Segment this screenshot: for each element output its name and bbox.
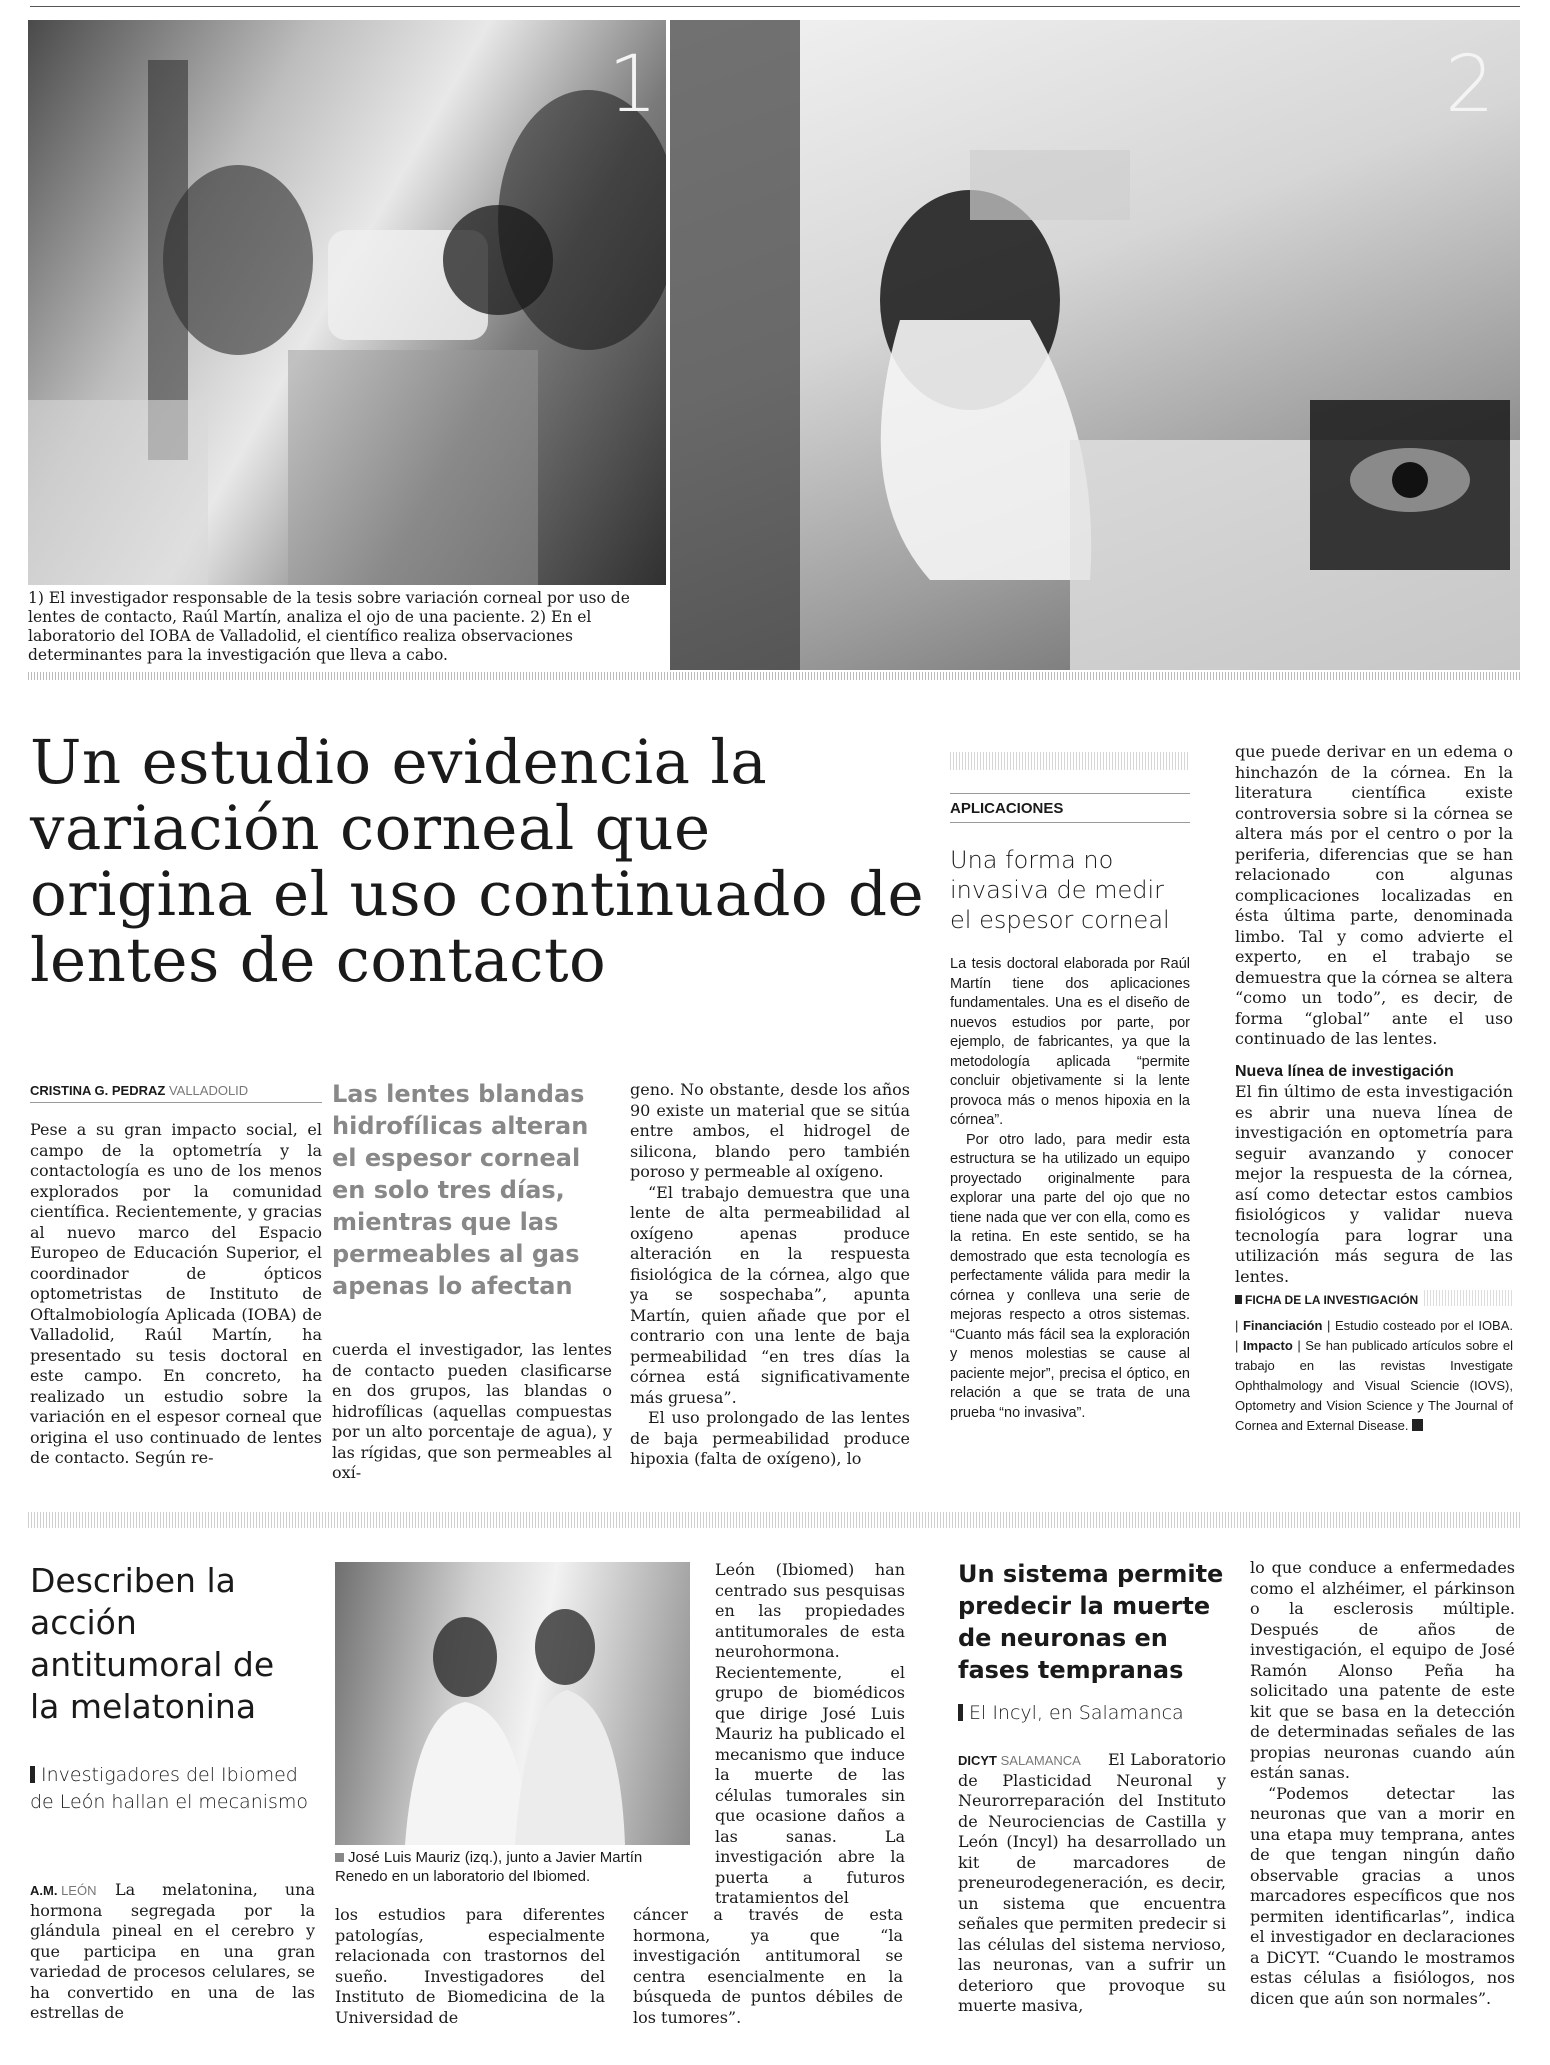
melatonina-deck: [30, 1762, 310, 1816]
slit-lamp-illustration: [28, 20, 666, 585]
deck-bar-icon: [30, 1766, 35, 1783]
col5-p2: El fin último de esta investigación es abrir una nueva línea de investigación en optometría para seguir avanzando y conocer mejor la respuesta de la córnea, así como detectar estos cambios fisiológicos y validar nueva tecnología para lograr una utilización más segura de las lentes.: [1235, 1082, 1513, 1286]
melatonina-photo-caption: [335, 1848, 690, 1886]
neuronas-col2-p1: lo que conduce a enfermedades como el alzhéimer, el párkinson o la esclerosis múltiple. Después de años de investigación, el equipo de José Ramón Alonso Peña ha solicitado una patente de este kit que se basa en la detección de determinadas señales de las propias neuronas cuando aún están sanas.: [1250, 1558, 1515, 1782]
neuronas-col2-p2: “Podemos detectar las neuronas que van a morir en una etapa muy temprana, antes de que tengan ningún daño observable gracias a unos marcadores específicos que nos permiten identificarlas”, indica el investigador en declaraciones a DiCYT. “Cuando le mostramos estas células a fisiólogos, nos dicen que aún son normales”.: [1250, 1783, 1515, 2008]
main-col3-p1: geno. No obstante, desde los años 90 existe un material que se sitúa entre ambos, el hidrogel de silicona, blando pero también poroso y permeable al oxígeno.: [630, 1080, 910, 1181]
melatonina-headline: Describen la acción antitumoral de la melatonina: [30, 1561, 275, 1726]
neuronas-city: SALAMANCA: [1000, 1753, 1081, 1768]
sidebar-p1: La tesis doctoral elaborada por Raúl Martín tiene dos aplicaciones fundamentales. Una es el diseño de nuevos estudios por parte, por ejemplo, de fabricantes, ya que la metodología aplicada “permite concluir objetivamente si la lente provoca más o menos hipoxia en la córnea”.: [950, 956, 1190, 1128]
sidebar-label: APLICACIONES: [950, 800, 1064, 817]
neuronas-author: DICYT: [958, 1753, 997, 1768]
photo-ibiomed-researchers: [335, 1562, 690, 1845]
melatonina-col3-top-text: León (Ibiomed) han centrado sus pesquisas en las propiedades antitumorales de esta neurohormona. Recientemente, el grupo de biomédicos que dirige José Luis Mauriz ha publicado el mecanismo que induce la muerte de las células tumorales sin que ocasione daños a las sanas. La investigación abre la puerta a futuros tratamientos del: [715, 1560, 905, 1907]
neuronas-col1-text: El Laboratorio de Plasticidad Neuronal y Neurorreparación del Instituto de Neurociencias de Castilla y León (Incyl) ha desarrollado un kit de marcadores de preneurodegeneración, es decir, un sistema que encuentra señales que permiten predecir si las células del sistema nervioso, las neuronas, van a sufrir un deterioro que provoque su muerte masiva,: [958, 1750, 1226, 2015]
ficha-imp: Se han publicado artículos sobre el trabajo en las revistas Investigate Ophthalmology and Visual Sciencie (IOVS), Optometry and Vision Science y The Journal of Cornea and External Disease.: [1235, 1338, 1513, 1433]
laboratory-illustration: [670, 20, 1520, 670]
byline-author: CRISTINA G. PEDRAZ: [30, 1083, 166, 1098]
neuronas-col1: [958, 1750, 1226, 2017]
ficha-label: [1235, 1290, 1422, 1310]
main-col1-text: Pese a su gran impacto social, el campo de la optometría y la contactología es uno de los menos explorados por la comunidad científica. Recientemente, y gracias al nuevo marco del Espacio Europeo de Educación Superior, el coordinador de ópticos optometristas de Instituto de Oftalmobiología Aplicada (IOBA) de Valladolid, Raúl Martín, ha presentado su tesis doctoral en este campo. En concreto, ha realizado un estudio sobre la variación en el espesor corneal que origina el uso continuado de lentes de contacto. Según re-: [30, 1120, 322, 1467]
melatonina-photo-caption-text: José Luis Mauriz (izq.), junto a Javier Martín Renedo en un laboratorio del Ibiomed.: [335, 1849, 643, 1885]
byline-rule: [30, 1102, 322, 1103]
ficha-imp-label: Impacto: [1242, 1338, 1293, 1353]
sidebar-headline: Una forma no invasiva de medir el espesor corneal: [950, 846, 1170, 934]
melatonina-col3-top: [715, 1560, 905, 1909]
photo-researcher-examining-patient: [28, 20, 666, 585]
col5-subhead: Nueva línea de investigación: [1235, 1062, 1454, 1080]
ficha-box: FICHA DE LA INVESTIGACIÓN | Financiación | Estudio costeado por el IOBA. | Impacto | Se han publicado artículos sobre el trabajo en las revistas Investigate Ophthalmology and Visual Sciencie (IOVS), Optometry and Vision Science y The Journal of Cornea and External Disease.: [1235, 1290, 1513, 1436]
photo-caption-text: 1) El investigador responsable de la tesis sobre variación corneal por uso de lentes de contacto, Raúl Martín, analiza el ojo de una paciente. 2) En el laboratorio del IOBA de Valladolid, el científico realiza observaciones determinantes para la investigación que lleva a cabo.: [28, 589, 630, 664]
photo-number-2: 2: [1445, 40, 1495, 130]
section-divider-bottom: [28, 1512, 1520, 1528]
sidebar-rule: [950, 793, 1190, 794]
main-headline: Un estudio evidencia la variación corneal que origina el uso continuado de lentes de contacto: [30, 727, 925, 996]
photo-number-1: 1: [608, 40, 658, 130]
main-col1: [30, 1120, 322, 1469]
photo-caption-icon: [335, 1853, 344, 1862]
neuronas-deck-bar-icon: [958, 1704, 963, 1721]
ficha-fin: Estudio costeado por el IOBA.: [1334, 1318, 1514, 1333]
sidebar-p2: Por otro lado, para medir esta estructura se ha utilizado un equipo proyectado originalmente para explorar una parte del ojo que no tiene nada que ver con ella, como es la retina. En este sentido, se ha demostrado que esta tecnología es perfectamente válida para medir la córnea y conlleva una serie de mejoras respecto a otros sistemas. “Cuanto más fácil sea la exploración y menos molestias se cause al paciente mejor”, precisa el óptico, en relación a que se trata de una prueba “no invasiva”.: [950, 1131, 1190, 1421]
melatonina-deck-text: Investigadores del Ibiomed de León hallan el mecanismo: [30, 1764, 309, 1813]
melatonina-col1-text: La melatonina, una hormona segregada por la glándula pineal en el cerebro y que participa en una gran variedad de procesos celulares, se ha convertido en una de las estrellas de: [30, 1880, 315, 2022]
col5: [1235, 742, 1513, 1287]
neuronas-headline: Un sistema permite predecir la muerte de neuronas en fases tempranas: [958, 1560, 1224, 1684]
melatonina-col3-bottom-text: cáncer a través de esta hormona, ya que “la investigación antitumoral se centra esencialmente en la búsqueda de puntos débiles de los tumores”.: [633, 1905, 903, 2027]
col5-p1: que puede derivar en un edema o hinchazón de la córnea. En la literatura científica existe controversia sobre si la córnea se altera más por el centro o por la periferia, diferencias que se han relacionado con algunas complicaciones localizadas en ésta última parte, denominada limbo. Tal y como advierte el experto, en el trabajo se demuestra que la córnea se altera “como un todo”, es decir, de forma “global” ante el uso continuado de las lentes.: [1235, 742, 1513, 1048]
main-col3: [630, 1080, 910, 1470]
pull-quote: Las lentes blandas hidrofílicas alteran el espesor corneal en solo tres días, mientras que las permeables al gas apenas lo afectan: [332, 1080, 589, 1300]
main-byline: [30, 1083, 322, 1098]
sidebar-top-hatch: [950, 752, 1190, 770]
main-col2-text: cuerda el investigador, las lentes de contacto pueden clasificarse en dos grupos, las blandas o hidrofílicas (aquellas compuestas por un alto porcentaje de agua), y las rígidas, que son permeables al oxí-: [332, 1340, 612, 1482]
end-mark-icon: [1412, 1419, 1423, 1431]
sidebar-label-rule: [950, 822, 1190, 823]
neuronas-deck-text: El Incyl, en Salamanca: [969, 1702, 1184, 1724]
top-rule: [30, 6, 1520, 7]
melatonina-city: LEÓN: [61, 1883, 97, 1898]
melatonina-col2-text: los estudios para diferentes patologías, especialmente relacionada con trastornos del sueño. Investigadores del Instituto de Biomedicina de la Universidad de: [335, 1905, 605, 2027]
caption-box: [28, 585, 666, 670]
ficha-label-text: FICHA DE LA INVESTIGACIÓN: [1245, 1293, 1419, 1307]
section-divider-top: [28, 672, 1520, 680]
neuronas-deck: [958, 1700, 1228, 1727]
researchers-illustration: [335, 1562, 690, 1845]
melatonina-author: A.M.: [30, 1883, 58, 1898]
main-col3-p2: “El trabajo demuestra que una lente de alta permeabilidad al oxígeno apenas produce alteración en la respuesta fisiológica de la córnea, algo que ya se sospechaba”, apunta Martín, quien añade que por el contrario con una lente de baja permeabilidad “en tres días la córnea está significativamente más gruesa”.: [630, 1182, 910, 1407]
neuronas-col2: [1250, 1558, 1515, 2009]
byline-city: VALLADOLID: [168, 1083, 249, 1098]
main-col3-p3: El uso prolongado de las lentes de baja permeabilidad produce hipoxia (falta de oxígeno), lo: [630, 1408, 910, 1468]
photo-laboratory-ioba: [670, 20, 1520, 670]
melatonina-col1: [30, 1880, 315, 2024]
melatonina-col2: [335, 1905, 605, 2028]
sidebar-body: [950, 955, 1190, 1423]
ficha-fin-label: Financiación: [1242, 1318, 1323, 1333]
main-col2: [332, 1340, 612, 1484]
melatonina-col3-bottom: [633, 1905, 903, 2028]
